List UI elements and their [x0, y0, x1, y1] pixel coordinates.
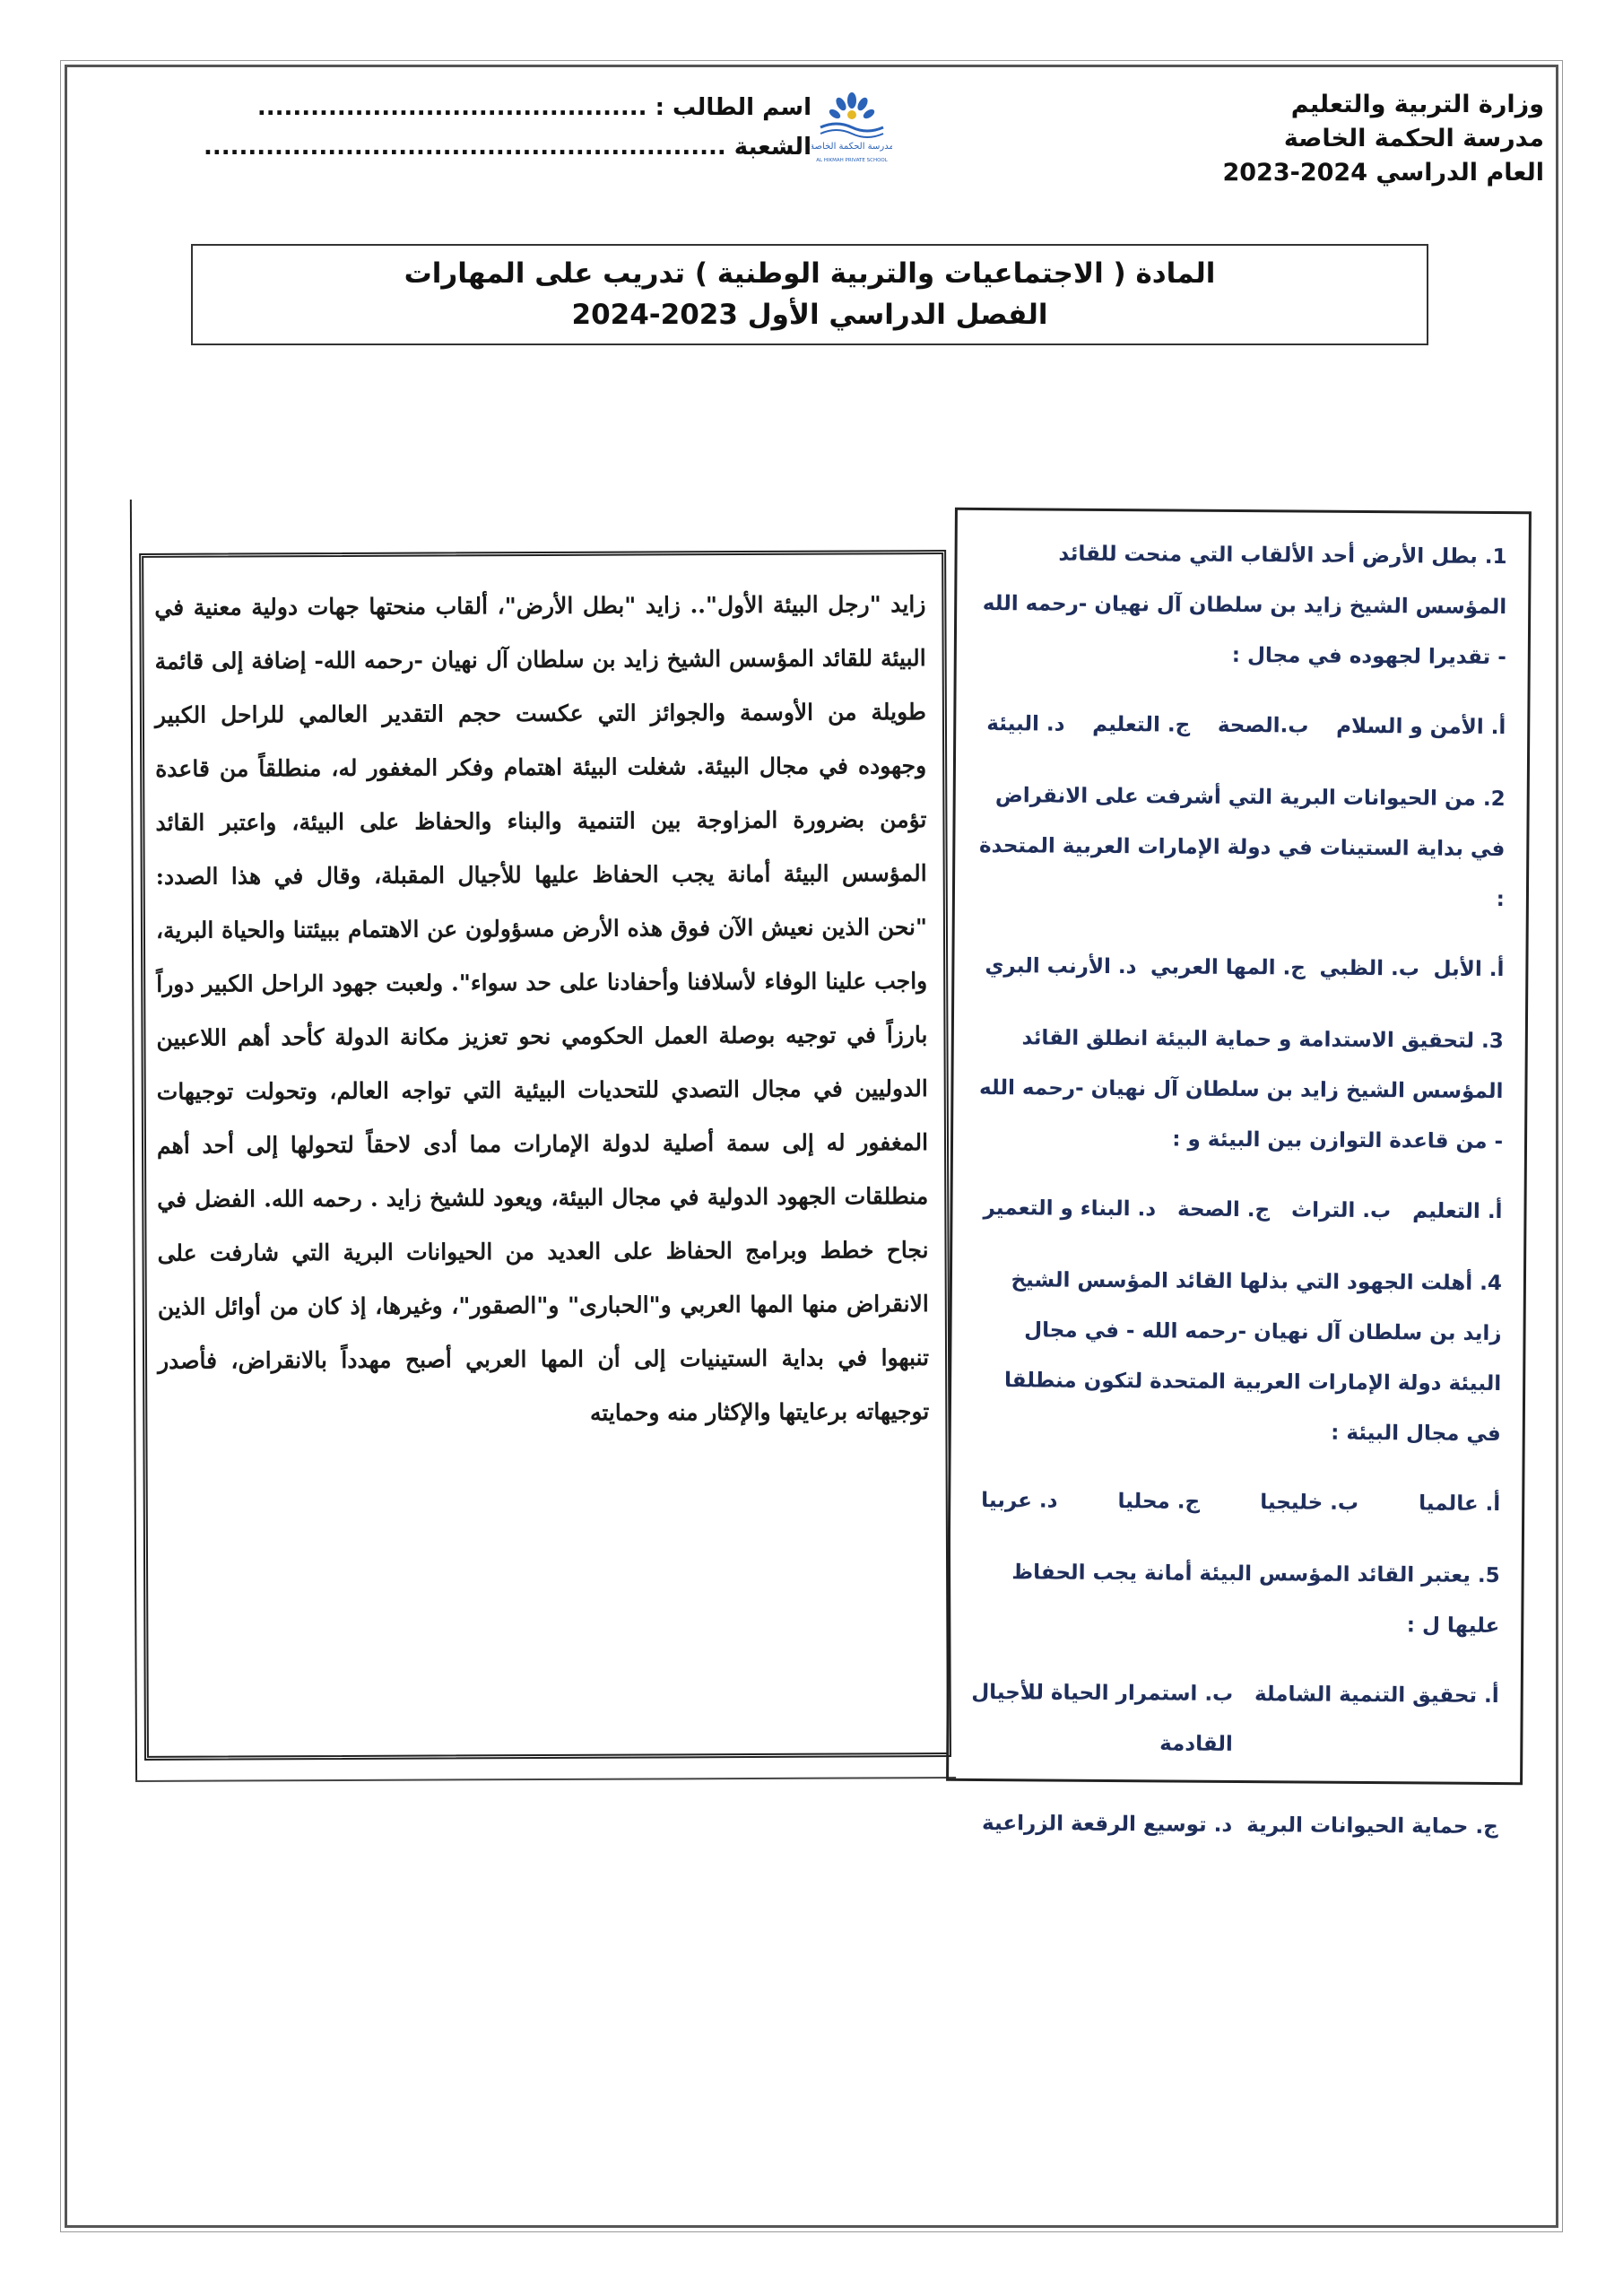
q2-option-a[interactable]: أ. الأبل [1433, 957, 1505, 982]
q1-option-d[interactable]: د. البيئة [986, 712, 1065, 736]
question-1: 1. بطل الأرض أحد الألقاب التي منحت للقائد المؤسس الشيخ زايد بن سلطان آل نهيان -رحمه الله - تقديرا لجهوده في مجال : [982, 542, 1507, 670]
academic-year: العام الدراسي 2024-2023 [1222, 159, 1544, 187]
section-row [203, 127, 812, 167]
question-3-options [970, 1183, 1502, 1237]
question-4-options [968, 1475, 1500, 1529]
q3-option-c[interactable]: ج. الصحة [1176, 1197, 1271, 1222]
q5-option-b[interactable]: ب. استمرار الحياة للأجيال القادمة [971, 1680, 1234, 1756]
question-3: 3. لتحقيق الاستدامة و حماية البيئة انطلق القائد المؤسس الشيخ زايد بن سلطان آل نهيان -رحمه الله - من قاعدة التوازن بين البيئة و : [978, 1026, 1504, 1154]
q1-option-a[interactable]: أ. الأمن و السلام [1336, 714, 1506, 740]
q1-option-b[interactable]: ب.الصحة [1217, 713, 1309, 738]
q4-option-d[interactable]: د. عربيا [981, 1489, 1058, 1513]
question-2-options [972, 941, 1504, 995]
semester-title: الفصل الدراسي الأول 2023-2024 [571, 299, 1048, 331]
panel-bottom-line [135, 1777, 956, 1782]
section-field[interactable]: ........................................................... [203, 134, 726, 161]
q3-option-a[interactable]: أ. التعليم [1412, 1199, 1503, 1224]
reading-passage: زايد "رجل البيئة الأول".. زايد "بطل الأرض"، ألقاب منحتها جهات دولية معنية في البيئة للقائد المؤسس الشيخ زايد بن سلطان آل نهيان -رحمه الله- إضافة إلى قائمة طويلة من الأوسمة والجوائز التي عكست حجم التقدير العالمي للراحل الكبير وجهوده في مجال البيئة. شغلت البيئة اهتمام وفكر المغفور له، منطلقاً من قاعدة تؤمن بضرورة المزاوجة بين التنمية والبناء والحفاظ على البيئة، واعتبر القائد المؤسس البيئة أمانة يجب الحفاظ عليها للأجيال المقبلة، وقال في هذا الصدد: "نحن الذين نعيش الآن فوق هذه الأرض مسؤولون عن الاهتمام ببيئتنا والحياة البرية، واجب علينا الوفاء لأسلافنا وأحفادنا على حد سواء". ولعبت جهود الراحل الكبير دوراً بارزاً في توجيه بوصلة العمل الحكومي نحو تعزيز مكانة الدولة كأحد أهم اللاعبين الدوليين في مجال التصدي للتحديات البيئية التي تواجه العالم، وتحولت توجيهات المغفور له إلى سمة أصلية لدولة الإمارات مما أدى لاحقاً لتحولها إلى أحد أهم منطلقات الجهود الدولية في مجال البيئة، ويعود للشيخ زايد . رحمه الله. الفضل في نجاح خطط وبرامج الحفاظ على العديد من الحيوانات البرية التي شارفت على الانقراض منها المها العربي و"الحبارى" و"الصقور"، وغيرها، إذ كان من أوائل الذين تنبهوا في بداية الستينيات إلى أن المها العربي أصبح مهدداً بالانقراض، فأصدر توجيهاته برعايتها والإكثار منه وحمايته [139, 550, 951, 1761]
question-5: 5. يعتبر القائد المؤسس البيئة أمانة يجب الحفاظ عليها ل : [1011, 1561, 1500, 1639]
ministry-header [1222, 88, 1544, 190]
q2-option-d[interactable]: د. الأرنب البري [985, 954, 1137, 979]
q3-option-d[interactable]: د. البناء و التعمير [983, 1196, 1157, 1222]
school-logo [812, 88, 892, 170]
student-info [203, 88, 812, 167]
question-1-options [974, 699, 1506, 752]
subject-title-box [191, 244, 1428, 345]
logo-arabic-text: مدرسة الحكمة الخاصة [812, 142, 892, 152]
q5-option-d[interactable]: د. توسيع الرقعة الزراعية [981, 1812, 1233, 1837]
section-label: الشعبة [733, 134, 812, 161]
q2-option-b[interactable]: ب. الظبي [1319, 956, 1420, 981]
passage-panel [130, 496, 956, 1791]
question-2: 2. من الحيوانات البرية التي أشرفت على الانقراض في بداية الستينات في دولة الإمارات العربية المتحدة : [978, 784, 1506, 912]
q4-option-a[interactable]: أ. عالميا [1419, 1492, 1501, 1517]
q5-option-a[interactable]: أ. تحقيق التنمية الشاملة [1254, 1683, 1499, 1709]
q1-option-c[interactable]: ج. التعليم [1092, 712, 1191, 737]
q5-option-c[interactable]: ج. حماية الحيوانات البرية [1246, 1813, 1498, 1839]
q3-option-b[interactable]: ب. التراث [1291, 1198, 1392, 1223]
question-5-options [967, 1667, 1499, 1852]
student-name-row [256, 88, 812, 127]
student-name-field[interactable]: ............................................ [256, 94, 647, 121]
subject-title: المادة ( الاجتماعيات والتربية الوطنية ) تدريب على المهارات [404, 257, 1216, 290]
school-name: مدرسة الحكمة الخاصة [1283, 125, 1544, 152]
ministry-name: وزارة التربية والتعليم [1290, 91, 1544, 118]
student-name-label: اسم الطالب : [655, 94, 812, 121]
q4-option-b[interactable]: ب. خليجيا [1260, 1491, 1359, 1515]
q2-option-c[interactable]: ج. المها العربي [1150, 955, 1306, 980]
question-4: 4. أهلت الجهود التي بذلها القائد المؤسس الشيخ زايد بن سلطان آل نهيان -رحمه الله - في مجال البيئة دولة الإمارات العربية المتحدة لتكون منطلقا في مجال البيئة : [1003, 1268, 1503, 1447]
questions-panel [946, 508, 1532, 1839]
logo-english-text: AL HIKMAH PRIVATE SCHOOL [816, 158, 888, 163]
q4-option-c[interactable]: ج. محليا [1117, 1490, 1201, 1514]
